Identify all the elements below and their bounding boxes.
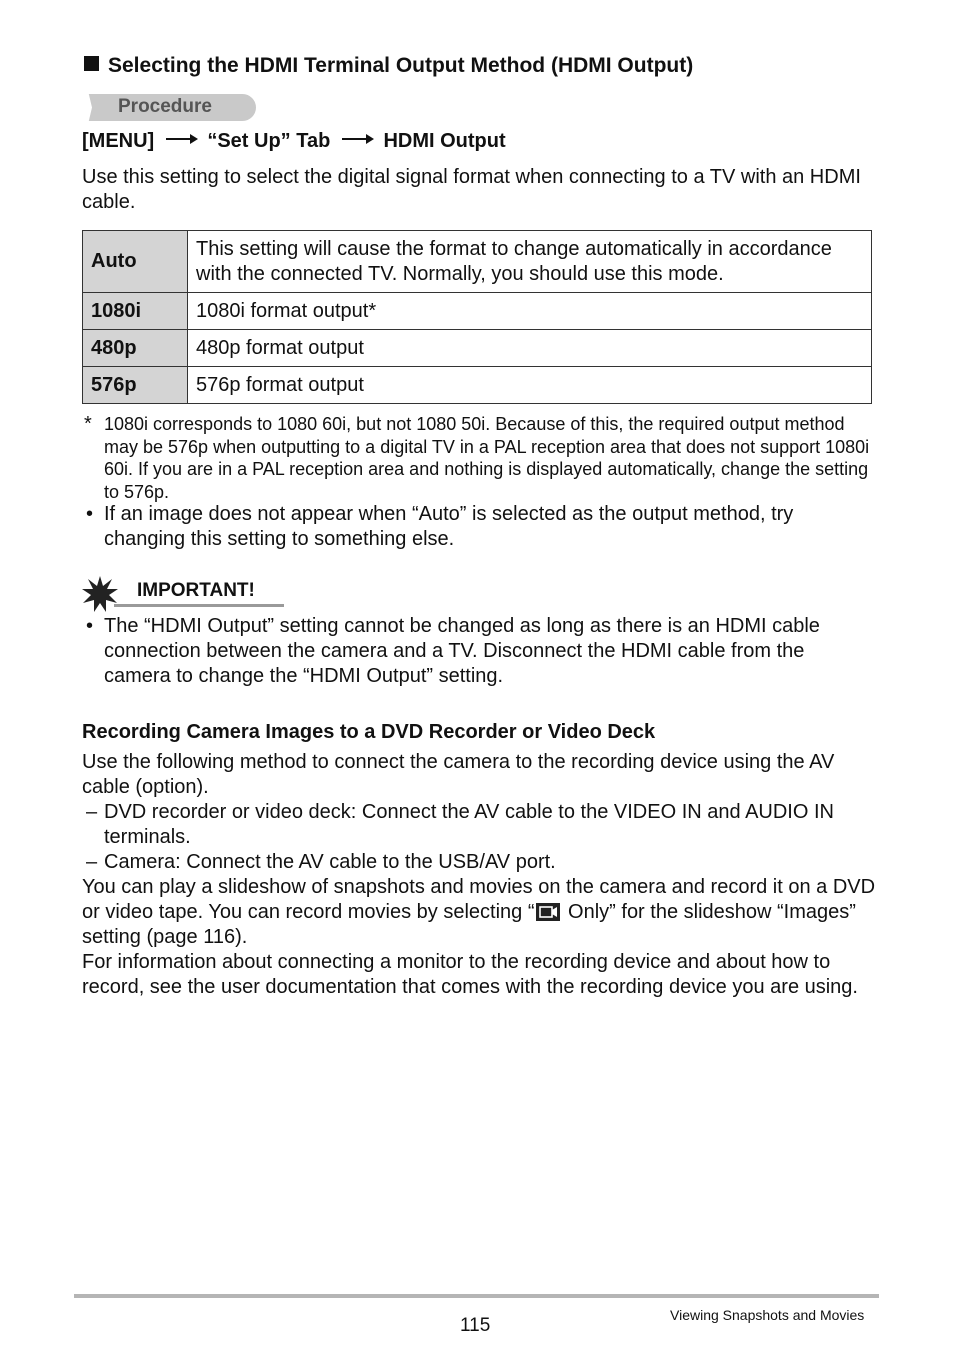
procedure-tag xyxy=(84,94,256,121)
list-item xyxy=(82,502,872,552)
footer-section-title: Viewing Snapshots and Movies xyxy=(670,1307,865,1323)
table-row xyxy=(83,367,872,404)
option-key: 480p xyxy=(83,330,188,367)
table-row xyxy=(83,293,872,330)
option-key: 1080i xyxy=(83,293,188,330)
intro-paragraph: Use this setting to select the digital signal format when connecting to a TV with an HDMI cable. xyxy=(82,166,861,213)
bullet-mark: • xyxy=(86,503,94,525)
slideshow-text-post: Only” for the slideshow “Images” setting (page 116). xyxy=(82,901,856,948)
menu-path-tab: “Set Up” Tab xyxy=(207,130,331,152)
dash-mark: – xyxy=(86,801,98,823)
recording-heading: Recording Camera Images to a DVD Recorder or Video Deck xyxy=(82,721,656,743)
menu-path xyxy=(82,130,506,153)
important-underline xyxy=(114,604,284,607)
option-desc: 480p format output xyxy=(188,330,872,367)
table-row xyxy=(83,330,872,367)
footnote xyxy=(82,413,872,503)
right-arrow-icon xyxy=(340,133,374,145)
dash-text: DVD recorder or video deck: Connect the AV cable to the VIDEO IN and AUDIO IN terminals. xyxy=(104,801,834,848)
list-item xyxy=(82,800,872,850)
footnote-mark: * xyxy=(84,413,92,435)
page-number: 115 xyxy=(460,1315,491,1336)
bullet-mark: • xyxy=(86,615,94,637)
heading-text: Selecting the HDMI Terminal Output Method (HDMI Output) xyxy=(108,54,694,77)
menu-path-item: HDMI Output xyxy=(383,130,506,152)
section-heading xyxy=(84,54,693,78)
option-key: 576p xyxy=(83,367,188,404)
procedure-label: Procedure xyxy=(118,96,212,117)
option-desc: 576p format output xyxy=(188,367,872,404)
footer-divider xyxy=(74,1294,879,1298)
heading-square-icon xyxy=(84,56,99,71)
list-item xyxy=(82,850,872,875)
dash-mark: – xyxy=(86,851,98,873)
menu-path-menu: [MENU] xyxy=(82,130,155,152)
slideshow-paragraph xyxy=(82,875,882,950)
slideshow-text-pre: You can play a slideshow of snapshots and movies on the camera and record it on a DVD or video tape. You can record movies by selecting “ xyxy=(82,876,876,923)
dash-text: Camera: Connect the AV cable to the USB/AV port. xyxy=(104,851,556,873)
movie-icon xyxy=(536,903,560,921)
important-callout xyxy=(82,576,286,608)
right-arrow-icon xyxy=(164,133,198,145)
table-row xyxy=(83,231,872,293)
bullet-text: If an image does not appear when “Auto” is selected as the output method, try changing this setting to something else. xyxy=(104,503,794,550)
starburst-icon xyxy=(82,576,118,612)
option-desc: 1080i format output* xyxy=(188,293,872,330)
footnote-text: 1080i corresponds to 1080 60i, but not 1080 50i. Because of this, the required output method may be 576p when outputting to a digital TV in a PAL reception area that does not support 1080i 60i. If you are in a PAL reception area and nothing is displayed automatically, change the setting to 576p. xyxy=(104,414,870,502)
option-key: Auto xyxy=(83,231,188,293)
important-label: IMPORTANT! xyxy=(137,580,255,601)
recording-info-paragraph: For information about connecting a monitor to the recording device and about how to record, see the user documentation that comes with the recording device you are using. xyxy=(82,951,858,998)
recording-intro: Use the following method to connect the camera to the recording device using the AV cable (option). xyxy=(82,751,835,798)
option-desc: This setting will cause the format to change automatically in accordance with the connected TV. Normally, you should use this mode. xyxy=(188,231,872,293)
important-text: The “HDMI Output” setting cannot be changed as long as there is an HDMI cable connection between the camera and a TV. Disconnect the HDMI cable from the camera to change the “HDMI Output” setting. xyxy=(104,615,820,687)
options-table xyxy=(82,230,872,404)
list-item xyxy=(82,614,872,689)
